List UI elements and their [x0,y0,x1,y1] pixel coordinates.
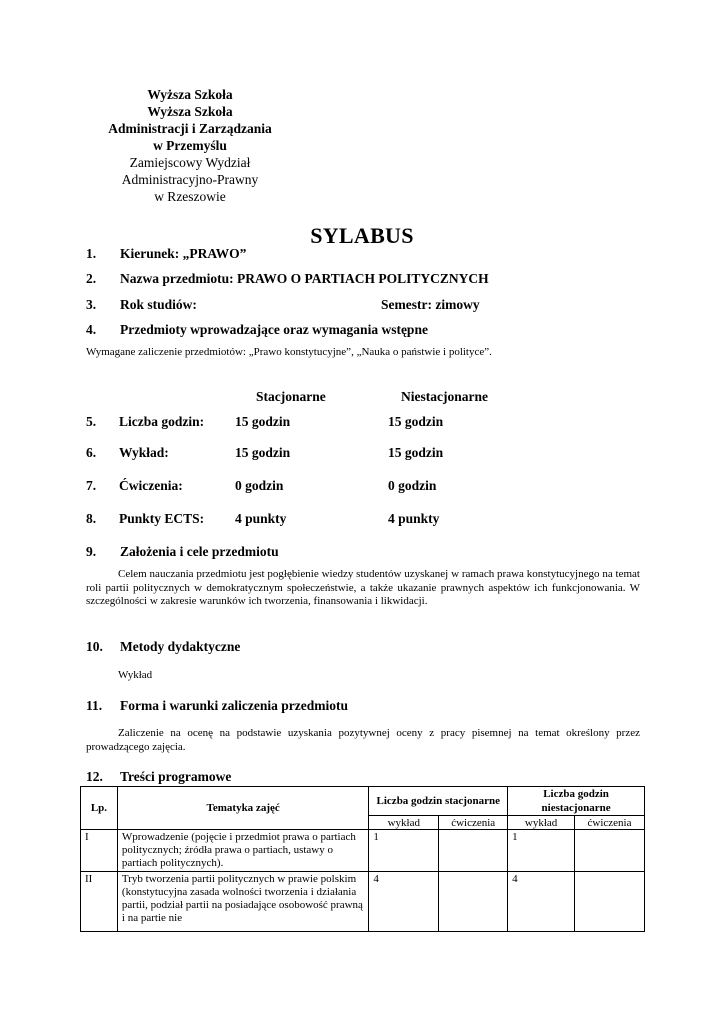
table-row [81,872,645,932]
hours-non-stationary: 0 godzin [388,478,437,493]
header-stationary: Liczba godzin stacjonarne [369,787,508,816]
header-line: Wyższa Szkoła [147,87,233,102]
hours-label: Punkty ECTS: [119,511,205,526]
header-lecture: wykład [369,816,439,830]
section-methods-body: Wykład [118,669,153,681]
item-text: Przedmioty wprowadzające oraz wymagania wstępne [120,322,428,337]
header-lecture: wykład [508,816,575,830]
item-number: 11. [86,698,103,713]
item-number: 6. [86,445,97,460]
section-title: Treści programowe [120,769,232,784]
row-stationary-lecture: 4 [369,872,439,932]
institution-header [80,86,300,205]
item-number: 10. [86,639,103,654]
item-number: 1. [86,246,97,261]
hours-stationary: 4 punkty [235,511,287,526]
header-line: w Rzeszowie [154,189,226,204]
row-topic: Tryb tworzenia partii politycznych w prawie polskim (konstytucyjna zasada wolności tworzenia i działania partii, podział partii na posiadające osobowość prawną i na partie nie [117,872,368,932]
column-header-non-stationary: Niestacjonarne [401,389,488,404]
row-non-stationary-exercises [575,872,645,932]
item-number: 2. [86,271,97,286]
row-non-stationary-lecture: 1 [508,830,575,872]
row-stationary-exercises [439,830,508,872]
column-header-stationary: Stacjonarne [256,389,326,404]
section-goals-body: Celem nauczania przedmiotu jest pogłębienie wiedzy studentów uzyskanej w ramach prawa konstytucyjnego na temat roli partii politycznych w demokratycznym społeczeństwie, a także ukazanie prawnych aspektów ich funkcjonowania. W szczególności w zakresie warunków ich tworzenia, finansowania i likwidacji. [86,568,640,607]
header-line: Administracyjno-Prawny [121,172,259,187]
item-number: 5. [86,414,97,429]
section-assessment-body: Zaliczenie na ocenę na podstawie uzyskania pozytywnej oceny z pracy pisemnej na temat określony przez prowadzącego zajęcia. [86,727,640,753]
header-line: Administracji i Zarządzania [108,121,272,136]
prerequisites-note: Wymagane zaliczenie przedmiotów: „Prawo konstytucyjne”, „Nauka o państwie i polityce”. [86,346,492,358]
section-title: Założenia i cele przedmiotu [120,544,279,559]
row-stationary-exercises [439,872,508,932]
item-number: 9. [86,544,97,559]
header-exercises: ćwiczenia [439,816,508,830]
row-non-stationary-lecture: 4 [508,872,575,932]
program-table [80,786,645,932]
header-exercises: ćwiczenia [575,816,645,830]
item-number: 12. [86,769,103,784]
row-number: II [81,872,118,932]
item-number: 4. [86,322,97,337]
row-number: I [81,830,118,872]
header-line: Zamiejscowy Wydział [129,155,251,170]
item-text: Nazwa przedmiotu: PRAWO O PARTIACH POLITYCZNYCH [120,271,489,286]
hours-stationary: 15 godzin [235,445,291,460]
hours-stationary: 0 godzin [235,478,284,493]
hours-non-stationary: 15 godzin [388,445,444,460]
item-number: 7. [86,478,97,493]
hours-label: Liczba godzin: [119,414,205,429]
row-stationary-lecture: 1 [369,830,439,872]
item-text: Kierunek: „PRAWO” [120,246,247,261]
header-line: Wyższa Szkoła [147,104,233,119]
hours-non-stationary: 15 godzin [388,414,444,429]
section-title: Metody dydaktyczne [120,639,241,654]
section-title: Forma i warunki zaliczenia przedmiotu [120,698,348,713]
hours-non-stationary: 4 punkty [388,511,440,526]
hours-label: Wykład: [119,445,169,460]
item-number: 3. [86,297,97,312]
header-lp: Lp. [81,787,118,830]
document-title: SYLABUS [310,223,414,248]
item-number: 8. [86,511,97,526]
header-topic: Tematyka zajęć [117,787,368,830]
row-topic: Wprowadzenie (pojęcie i przedmiot prawa o partiach politycznych; źródła prawa o partiach, ustawy o partiach politycznych). [117,830,368,872]
table-row [81,830,645,872]
semester-label: Semestr: zimowy [381,297,480,312]
hours-stationary: 15 godzin [235,414,291,429]
header-line: w Przemyślu [153,138,227,153]
row-non-stationary-exercises [575,830,645,872]
hours-label: Ćwiczenia: [119,478,183,493]
item-text: Rok studiów: [120,297,197,312]
header-non-stationary: Liczba godzin niestacjonarne [508,787,645,816]
